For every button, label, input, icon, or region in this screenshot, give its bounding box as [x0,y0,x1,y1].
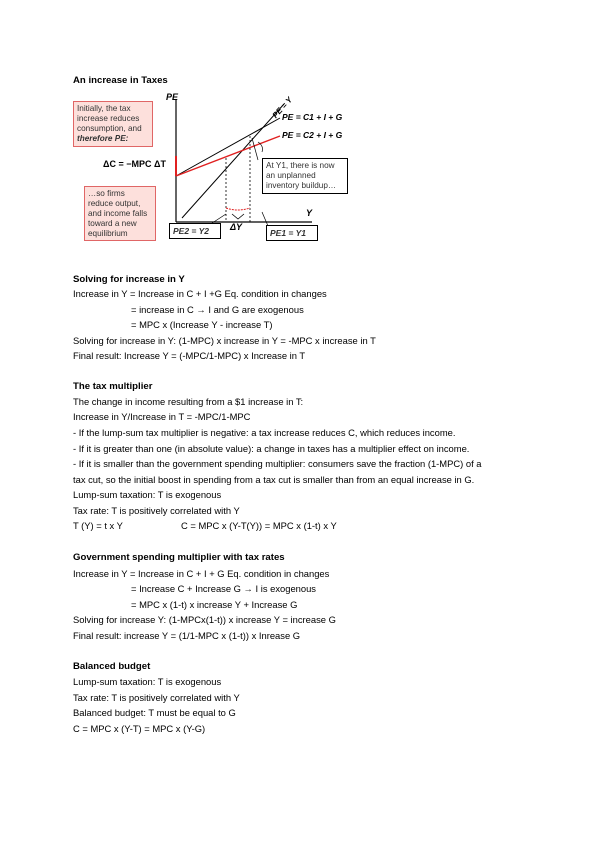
pe2-equilibrium-box: PE2 = Y2 [169,223,221,239]
y-axis-label: PE [166,92,179,102]
multiplier-line-5: - If it is smaller than the government spending multiplier: consumers save the fraction (1-MPC) of a [73,458,482,469]
section-title-balanced: Balanced budget [73,661,151,672]
solving-line-2: = increase in C → I and G are exogenous [131,304,304,315]
section-title-gov: Government spending multiplier with tax rates [73,552,285,563]
solving-line-3: = MPC x (Increase Y - increase T) [131,319,273,330]
section-title-solving: Solving for increase in Y [73,274,185,285]
multiplier-line-8: Tax rate: T is positively correlated with Y [73,505,240,516]
multiplier-line-3: - If the lump-sum tax multiplier is negative: a tax increase reduces C, which reduces income. [73,427,456,438]
balanced-line-3: Balanced budget: T must be equal to G [73,707,236,718]
multiplier-line-4: - If it is greater than one (in absolute value): a change in taxes has a multiplier effect on income. [73,443,470,454]
multiplier-line-9: T (Y) = t x Y [73,520,123,531]
gov-line-2: = Increase C + Increase G → I is exogenous [131,583,316,594]
note-initial-tax: Initially, the tax increase reduces consumption, and therefore PE: [73,101,153,147]
pe2-line-label: PE = C2 + I + G [282,130,343,140]
pe1-line-label: PE = C1 + I + G [282,112,343,122]
line-45-label: PE = Y [270,95,295,120]
multiplier-line-6: tax cut, so the initial boost in spending from a tax cut is smaller than from an equal increase in G. [73,474,475,485]
balanced-line-4: C = MPC x (Y-T) = MPC x (Y-G) [73,723,206,734]
balanced-line-2: Tax rate: T is positively correlated with Y [73,692,240,703]
delta-y-label: ΔY [230,222,243,232]
multiplier-line-7: Lump-sum taxation: T is exogenous [73,489,222,500]
delta-y-brace [226,208,250,210]
section-title-multiplier: The tax multiplier [73,381,153,392]
multiplier-line-1: The change in income resulting from a $1 increase in T: [73,396,304,407]
gov-line-1: Increase in Y = Increase in C + I + G Eq. condition in changes [73,568,330,579]
x-axis-label: Y [306,208,313,218]
note-inventory: At Y1, there is now an unplanned inventory buildup… [262,158,348,194]
solving-line-5: Final result: Increase Y = (-MPC/1-MPC) x Increase in T [73,350,306,361]
solving-line-1: Increase in Y = Increase in C + I +G Eq. condition in changes [73,288,327,299]
gov-line-3: = MPC x (1-t) x increase Y + Increase G [131,599,298,610]
multiplier-line-10: C = MPC x (Y-T(Y)) = MPC x (1-t) x Y [181,520,337,531]
balanced-line-1: Lump-sum taxation: T is exogenous [73,676,222,687]
delta-c-formula: ΔC = −MPC ΔT [103,159,166,169]
pe1-equilibrium-box: PE1 = Y1 [266,225,318,241]
note-firms-reduce: …so firms reduce output, and income falls toward a new equilibrium [84,186,156,241]
gov-line-5: Final result: increase Y = (1/1-MPC x (1-t)) x Inrease G [73,630,301,641]
multiplier-line-2: Increase in Y/Increase in T = -MPC/1-MPC [73,411,251,422]
gov-line-4: Solving for increase Y: (1-MPCx(1-t)) x increase Y = increase G [73,614,336,625]
solving-line-4: Solving for increase in Y: (1-MPC) x increase in Y = -MPC x increase in T [73,335,376,346]
section-title-taxes: An increase in Taxes [73,75,168,86]
